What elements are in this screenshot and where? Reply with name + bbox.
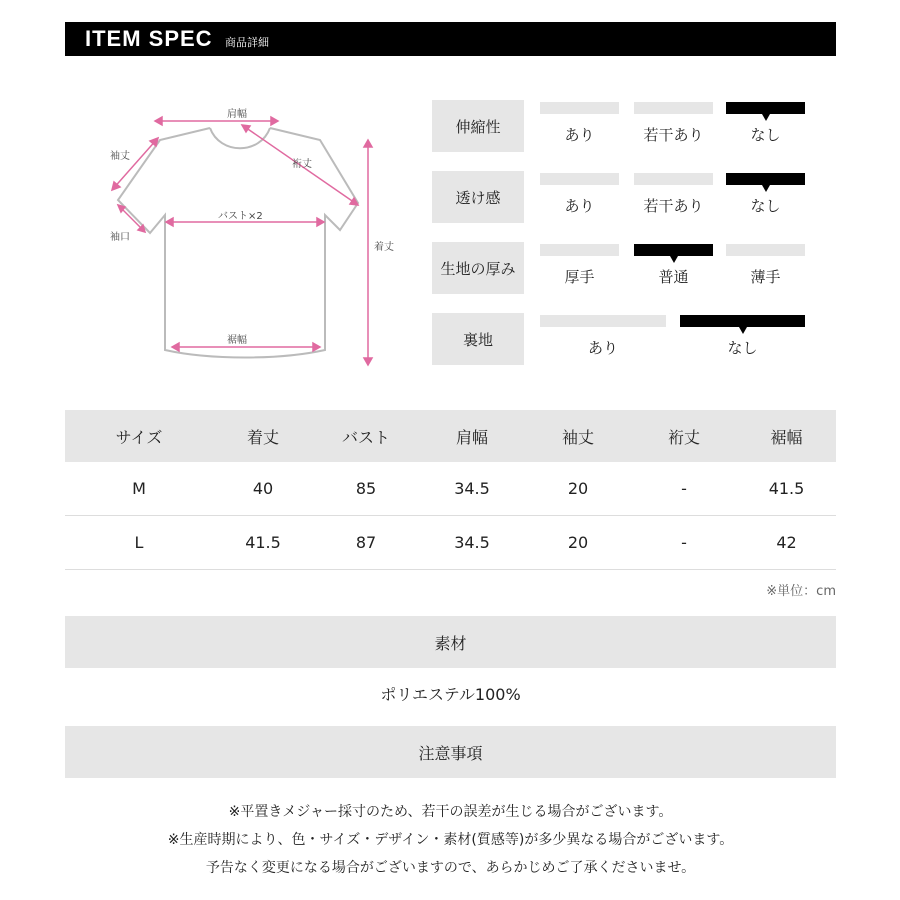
spec-option-selected [634, 244, 713, 289]
table-cell: M [132, 479, 146, 498]
scale-bar-selected [634, 244, 713, 256]
scale-bar [726, 244, 805, 256]
spec-option-label: 若干あり [643, 197, 704, 215]
scale-bar-selected [726, 173, 805, 185]
table-cell: 34.5 [454, 533, 490, 552]
header-cell: 裾幅 [770, 427, 803, 447]
spec-name: 伸縮性 [432, 100, 524, 152]
spec-row-stretch [432, 100, 836, 152]
spec-option-selected [680, 315, 805, 360]
table-cell: 34.5 [454, 479, 490, 498]
spec-option-label: あり [587, 339, 618, 357]
spec-option [634, 173, 713, 218]
header-cell: 袖丈 [561, 427, 594, 447]
length-label: 着丈 [374, 242, 394, 253]
table-cell: L [134, 533, 144, 552]
spec-option-label: なし [727, 339, 758, 357]
header-title: ITEM SPEC [85, 26, 213, 51]
unit-note: ※単位：cm [766, 584, 836, 599]
shoulder-label: 肩幅 [227, 109, 247, 120]
scale-bar-selected [726, 102, 805, 114]
header-cell: バスト [341, 427, 390, 447]
spec-option-label: 若干あり [643, 126, 704, 144]
note-line: ※生産時期により、色・サイズ・デザイン・素材(質感等)が多少異なる場合がございます。 [167, 832, 734, 848]
scale-bar [540, 102, 619, 114]
spec-option-label: なし [750, 126, 781, 144]
size-table [65, 410, 836, 570]
header-cell: 裄丈 [667, 427, 700, 447]
header-subtitle: 商品詳細 [225, 36, 269, 49]
table-cell: 41.5 [245, 533, 281, 552]
note-line: ※平置きメジャー採寸のため、若干の誤差が生じる場合がございます。 [228, 804, 673, 820]
scale-bar [540, 244, 619, 256]
material-title: 素材 [65, 616, 836, 668]
header-cell: 肩幅 [455, 427, 488, 447]
spec-option-label: あり [564, 197, 595, 215]
scale-bar [540, 173, 619, 185]
table-cell: - [681, 533, 687, 552]
spec-option [726, 244, 805, 289]
spec-option-label: 普通 [658, 268, 689, 286]
spec-option-label: なし [750, 197, 781, 215]
note-line: 予告なく変更になる場合がございますので、あらかじめご了承くださいませ。 [205, 860, 696, 876]
item-spec-header [65, 22, 836, 56]
table-cell: 20 [567, 533, 589, 552]
spec-name: 透け感 [432, 171, 524, 223]
table-cell: 41.5 [768, 479, 805, 498]
table-cell: - [681, 479, 687, 498]
hem-label: 裾幅 [227, 335, 247, 346]
table-cell: 20 [567, 479, 589, 498]
bust-label: バスト×2 [218, 211, 263, 222]
table-cell: 40 [252, 479, 274, 498]
spec-option-selected [726, 102, 805, 147]
spec-option-label: 薄手 [750, 268, 781, 286]
spec-option [540, 244, 619, 289]
spec-option [540, 102, 619, 147]
sleeve-length-label: 袖丈 [110, 151, 130, 162]
spec-option-label: 厚手 [564, 268, 595, 286]
spec-row-transparency [432, 171, 836, 223]
table-cell: 87 [355, 533, 377, 552]
scale-bar [634, 102, 713, 114]
spec-option [634, 102, 713, 147]
material-value: ポリエステル100% [380, 685, 521, 704]
notes-title: 注意事項 [65, 726, 836, 778]
cuff-label: 袖口 [110, 232, 130, 243]
spec-option [540, 173, 619, 218]
tshirt-outline-icon [100, 95, 410, 380]
spec-name: 生地の厚み [432, 242, 524, 294]
spec-row-lining [432, 313, 836, 365]
spec-option [540, 315, 666, 360]
spec-option-label: あり [564, 126, 595, 144]
header-cell: 着丈 [246, 427, 279, 447]
table-row [65, 462, 836, 516]
yuki-label: 裄丈 [292, 159, 312, 170]
scale-bar-selected [680, 315, 805, 327]
table-row [65, 516, 836, 570]
table-cell: 85 [355, 479, 377, 498]
notes-text [65, 798, 836, 882]
scale-bar [540, 315, 666, 327]
spec-row-thickness [432, 242, 836, 294]
header-cell: サイズ [115, 427, 163, 447]
table-cell: 42 [776, 533, 797, 552]
scale-bar [634, 173, 713, 185]
spec-option-selected [726, 173, 805, 218]
spec-name: 裏地 [432, 313, 524, 365]
size-table-header [65, 410, 836, 462]
garment-diagram [100, 95, 410, 380]
